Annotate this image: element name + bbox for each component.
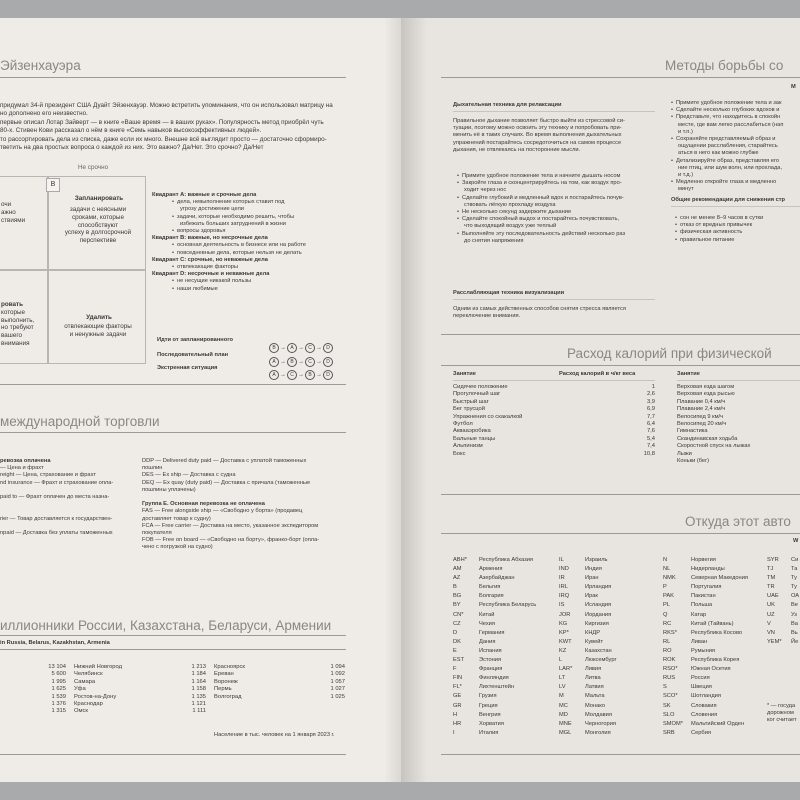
visual-text: Одним из самых действенных способов снятия стресса является переключение внимания. [453, 306, 626, 320]
visual-steps: • Примите удобное положение тела и зак • Сделайте несколько глубоких вдохов и • Представьте, что находитесь в спокойн месте, где вам легко расслабиться (нап и т.п.) • Сохраняйте представляемый образ и ощущении расслабления, старайтесь аться в него как можно глубже • Детализируйте образ, представляя его ние птиц, или шум волн, или прохлада, и т.д.) • Медленно откройте глаза и медленно минут [671, 100, 783, 194]
gutter-shadow [384, 18, 401, 782]
intro-line-4: 80-х. Стивен Кови рассказал о нём в книге «Семь навыков высокоэффективных людей». [0, 127, 262, 134]
q4-text: отвлекающие факторы и ненужные задачи [64, 323, 132, 338]
stress-bottom-rule [441, 334, 800, 335]
visual-rule [453, 299, 655, 300]
calories-table-2: Верховая езда шагом Верховая езда рысью Плавание 0,4 км/ч Плавание 2,4 км/ч Велосипед 9 км/ч Велосипед 20 км/ч Гимнастика Скандинавская ходьба Скоростной спуск на лыжах Лыжи Коньки (бег) [677, 384, 751, 465]
q1-fragment: очи ажно ствиями [1, 201, 26, 224]
flow-label-planned: Идти от запланированного [157, 337, 233, 343]
quadrant-b-marker: B [46, 178, 60, 192]
flow-seq-emergency: A → C → B → D [268, 363, 334, 381]
calories-rule [441, 365, 800, 366]
cities-col-2: Нижний Новгород 1 213 Челябинск 1 184 Самара 1 164 Уфа 1 158 Ростов-на-Дону 1 135 Краснодар 1 121 Омск 1 111 [74, 664, 206, 715]
general-rule [671, 206, 800, 207]
calories-title: Расход калорий при физической [567, 346, 772, 361]
intro-line-1: придумал 34-й президент США Дуайт Эйзенхауэр. Можно встретить упоминания, что он использовал матрицу на [0, 102, 333, 109]
trade-rule [0, 432, 346, 433]
trade-left-column: ревозка оплачена — Цена и фрахт reight — Цена, страхование и фрахт nd insurance — Фрахт и страхование опла- paid to — Фрахт оплачен до места назна- rier — Товар доставляется к государствен- npaid — Доставка без уплаты таможенных [0, 458, 114, 537]
matrix-header-not-urgent: Не срочно [78, 164, 109, 171]
breath-rule [453, 111, 655, 112]
stress-rule [441, 77, 800, 78]
auto-col-4: SYR Си TJ Та TM Ту TR Ту UAE ОА UK Ве UZ Уз V Ва VN Вь YEM* Йе [767, 557, 800, 645]
flow-label-emergency: Экстренная ситуация [157, 365, 218, 371]
eisenhower-title: Эйзенхауэра [0, 58, 81, 73]
q4-title: Удалить [86, 314, 112, 321]
q2-text: задачи с неясными сроками, которые способствуют успеху в долгосрочной перспективе [64, 206, 132, 245]
auto-col-2: IL Израиль IND Индия IR Иран IRL Ирландия IRQ Ирак IS Исландия JOR Иордания KG Киргизия KP* КНДР KWT Кувейт KZ Казахстан L Люксембург LAR* Ливия LT Литва LV Латвия M Мальта MC Монако MD Молдавия MNE Черногория MGL Монголия [559, 557, 617, 736]
intro-line-5: то рассортировать дела из списка, даже если их много. Внешне всё выглядит просто — достаточно сформиро- [0, 136, 327, 143]
right-page [401, 18, 800, 782]
auto-rule [441, 533, 800, 534]
intro-line-6: тветить на два простых вопроса о каждой из них. Это важно? Да/Нет. Это срочно? Да/Нет [0, 144, 264, 151]
calories-bottom-rule [441, 494, 800, 495]
calories-head-activity: Занятие [453, 371, 476, 377]
title-rule [0, 77, 346, 78]
breath-text: Правильное дыхание позволяет быстро выйти из стрессовой си- туации, поэтому можно освоить эту технику и попробовать при- менить её в таких случаях. Во время выполнения дыхательных упражнений постарайтесь сосредоточиться на самом процессе дыхания, не отвлекаясь на посторонние мысли. [453, 118, 625, 153]
cities-col-3: Красноярск 1 094 Ереван 1 092 Воронеж 1 057 Пермь 1 027 Волгоград 1 025 [214, 664, 345, 700]
auto-bottom-rule [441, 754, 800, 755]
cities-rule [0, 635, 346, 636]
flow-seq-planned: B → A → C → D [268, 336, 334, 354]
cities-title: иллионники России, Казахстана, Беларуси, Армении [0, 618, 332, 633]
flow-label-sequential: Последовательный план [157, 352, 229, 358]
trade-right-column: DDP — Delivered duty paid — Доставка с уплатой таможенных пошлин DES — Ex ship — Доставка с судна DEQ — Ex quay (duty paid) — Доставка с причала (таможенные пошлины уплачены) Группа Е. Основная перевозка не оплачена FAS — Free alongside ship — «Свободно у борта» (продавец доставляет товар к судну) FCA — Free carrier — Доставка на место, указанное экспедитором покупателя FOB — Free on board — «Свободно на борту», франко-борт (опла- чено с погрузкой на судно) [142, 458, 320, 551]
auto-col-3: N Норвегия NL Нидерланды NMK Северная Македония P Португалия PAK Пакистан PL Польша Q Катар RC Китай (Тайвань) RKS* Республика Косово RL Ливан RO Румыния ROK Республика Корея RSO* Южная Осетия RUS Россия S Швеция SCO* Шотландия SK Словакия SLO Словения SMOM* Мальтийский Орден SRB Сербия [663, 557, 748, 736]
auto-title: Откуда этот авто [685, 514, 791, 529]
gutter-shadow-right [401, 18, 427, 782]
q3-fragment: ровать которые выполнить, но требуют вашего внимания [1, 301, 35, 347]
auto-col-1: ABH* Республика Абхазия AM Армения AZ Азербайджан B Бельгия BG Болгария BY Республика Беларусь CN* Китай CZ Чехия D Германия DK Дания E Испания EST Эстония F Франция FIN Финляндия FL* Лихтенштейн GE Грузия GR Греция H Венгрия HR Хорватия I Италия [453, 557, 537, 736]
q2-title: Запланировать [74, 195, 124, 202]
cities-subrule [0, 649, 346, 650]
breath-bullets: • Примите удобное положение тела и начните дышать носом • Закройте глаза и сконцентрируйтесь на том, как воздух про- ходит через нос • Сделайте глубокий и медленный вдох и постарайтесь почув- ствовать лёгкую прохладу воздуха • Не несколько секунд задержите дыхание • Сделайте спокойный выдох и постарайтесь почувствовать, что выходящий воздух уже теплый • Выполняйте эту последовательность действий несколько раз до снятия напряжения [457, 173, 625, 245]
stress-title: Методы борьбы со [665, 58, 784, 73]
calories-head-rule [453, 380, 655, 381]
section-rule [0, 384, 346, 385]
auto-right-label: W [793, 538, 799, 544]
cities-col-1: 13 104 5 600 1 995 1 625 1 539 1 376 1 315 [48, 664, 66, 715]
calories-head-activity-2: Занятие [677, 371, 700, 377]
flow-seq-sequential: A → B → C → D [268, 350, 334, 368]
general-list: • сон не менее 8–9 часов в сутки • отказ от вредных привычек • физическая активность • правильное питание [675, 215, 763, 244]
left-page [0, 18, 401, 782]
calories-table: Сидячее положение 1 Прогулочный шаг 2,6 Быстрый шаг 3,9 Бег трусцой 6,9 Упражнения со скакалкой 7,7 Футбол 6,4 Аквааэробика 7,6 Бальные танцы 5,4 Альпинизм 7,4 Бокс 10,8 [453, 384, 655, 457]
trade-title: международной торговли [0, 414, 160, 429]
auto-note: * — госуда дорожном ког считает [767, 703, 797, 724]
quadrant-legend: Квадрант А: важные и срочные дела • дела, невыполнение которых ставит под угрозу достижение цели • задачи, которые необходимо решить, чтобы избежать больших затруднений в жизни • вопросы здоровья Квадрант В: важные, но несрочные дела • основная деятельность в бизнесе или на работе • повседневные дела, которые нельзя не делать Квадрант С: срочные, но неважные дела • отвлекающие факторы Квадрант D: несрочные и неважные дела • не несущие никакой пользы • наши любимые [152, 192, 306, 293]
intro-line-3: первые описал Лотар Зайверт — в книге «Ваше время — в ваших руках». Популярность метод приобрёл чуть [0, 119, 324, 126]
visual-title: Расслабляющая техника визуализации [453, 290, 565, 296]
cities-bottom-rule [0, 754, 346, 755]
general-title: Общие рекомендации для снижения стр [671, 197, 786, 203]
cities-note: Население в тыс. человек на 1 января 2023 г. [214, 732, 335, 738]
intro-line-2: но дополнено его неизвестно. [0, 110, 88, 117]
stress-right-label: М [791, 84, 796, 90]
calories-head-rule-2 [677, 380, 800, 381]
breath-title: Дыхательная техника для релаксации [453, 102, 562, 108]
cities-subtitle: in Russia, Belarus, Kazakhstan, Armenia [0, 640, 110, 646]
calories-head-rate: Расход калорий в ч/кг веса [559, 371, 636, 377]
